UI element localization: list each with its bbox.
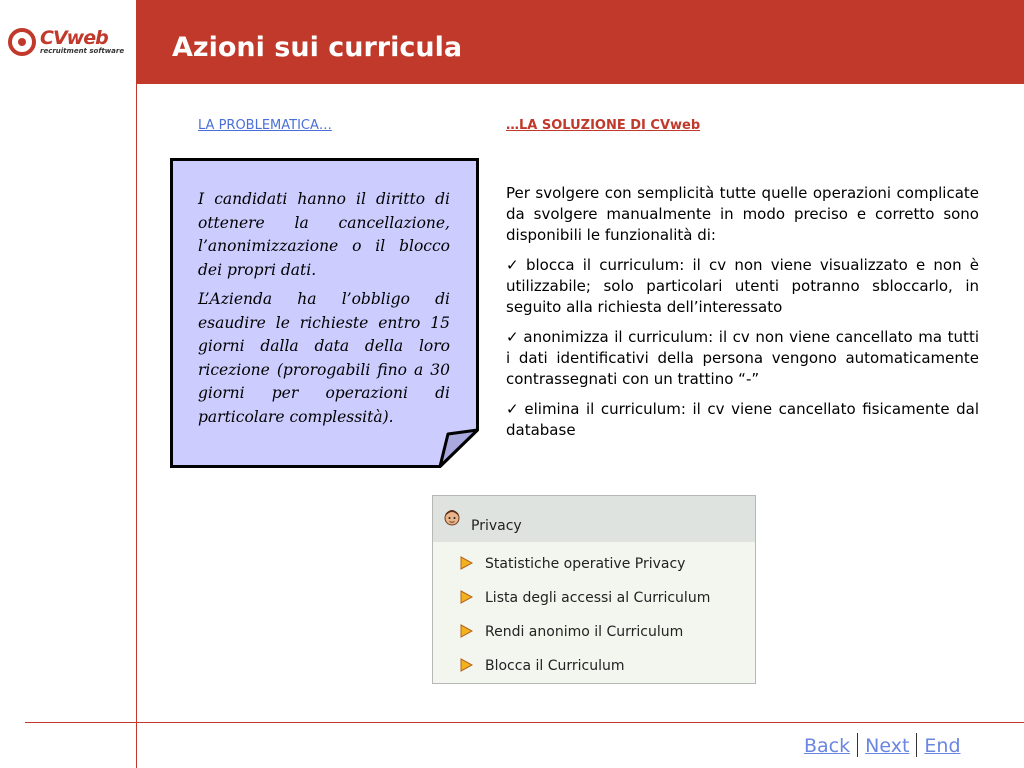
bullet-text: elimina il curriculum: il cv viene cancellato fisicamente dal database xyxy=(506,400,979,439)
note-text xyxy=(198,188,450,435)
play-arrow-icon xyxy=(458,657,474,673)
logo-text: CVweb xyxy=(40,27,108,49)
nav-separator xyxy=(857,733,858,757)
vertical-divider xyxy=(136,84,137,768)
menu-item-statistiche-privacy[interactable] xyxy=(458,553,754,575)
next-link[interactable]: Next xyxy=(865,735,910,757)
play-arrow-icon xyxy=(458,589,474,605)
header-bar xyxy=(136,0,1024,84)
menu-item-label: Blocca il Curriculum xyxy=(485,658,625,674)
problem-heading-link[interactable]: LA PROBLEMATICA… xyxy=(198,118,332,133)
menu-item-lista-accessi[interactable] xyxy=(458,587,754,609)
note-box xyxy=(170,158,479,468)
end-link[interactable]: End xyxy=(924,735,961,757)
cvweb-logo-icon xyxy=(8,28,36,56)
logo-tagline: recruitment software xyxy=(40,47,125,55)
checkmark-icon: ✓ xyxy=(506,328,520,346)
solution-heading-link[interactable]: …LA SOLUZIONE DI CVweb xyxy=(506,118,701,133)
privacy-menu-header[interactable] xyxy=(433,496,755,542)
solution-text xyxy=(506,183,979,450)
solution-bullet xyxy=(506,255,979,318)
solution-bullet xyxy=(506,399,979,441)
horizontal-divider xyxy=(25,722,1024,723)
checkmark-icon: ✓ xyxy=(506,400,521,418)
privacy-menu-panel xyxy=(432,495,756,684)
privacy-menu-title: Privacy xyxy=(471,518,522,534)
bullet-text: blocca il curriculum: il cv non viene visualizzato e non è utilizzabile; solo particolari utenti potranno sbloccarlo, in seguito alla richiesta dell’interessato xyxy=(506,256,979,316)
menu-item-label: Lista degli accessi al Curriculum xyxy=(485,590,711,606)
logo xyxy=(0,0,136,84)
play-arrow-icon xyxy=(458,555,474,571)
checkmark-icon: ✓ xyxy=(506,256,522,274)
footer-nav xyxy=(804,733,961,757)
menu-item-label: Rendi anonimo il Curriculum xyxy=(485,624,684,640)
bullet-text: anonimizza il curriculum: il cv non viene cancellato ma tutti i dati identificativi della persona vengono automaticamente contrassegnati con un trattino “-” xyxy=(506,328,979,388)
menu-item-rendi-anonimo[interactable] xyxy=(458,621,754,643)
note-paragraph: L’Azienda ha l’obbligo di esaudire le richieste entro 15 giorni dalla data della loro ricezione (prorogabili fino a 30 giorni per operazioni di particolare complessità). xyxy=(198,290,450,426)
nav-separator xyxy=(916,733,917,757)
menu-item-label: Statistiche operative Privacy xyxy=(485,556,686,572)
menu-item-blocca-curriculum[interactable] xyxy=(458,655,754,677)
page-title: Azioni sui curricula xyxy=(172,32,463,63)
back-link[interactable]: Back xyxy=(804,735,851,757)
play-arrow-icon xyxy=(458,623,474,639)
user-face-icon xyxy=(443,509,461,527)
note-paragraph: I candidati hanno il diritto di ottenere la cancellazione, l’anonimizzazione o il blocco dei propri dati. xyxy=(198,190,450,279)
solution-bullet xyxy=(506,327,979,390)
solution-intro: Per svolgere con semplicità tutte quelle operazioni complicate da svolgere manualmente in modo preciso e corretto sono disponibili le funzionalità di: xyxy=(506,184,979,244)
